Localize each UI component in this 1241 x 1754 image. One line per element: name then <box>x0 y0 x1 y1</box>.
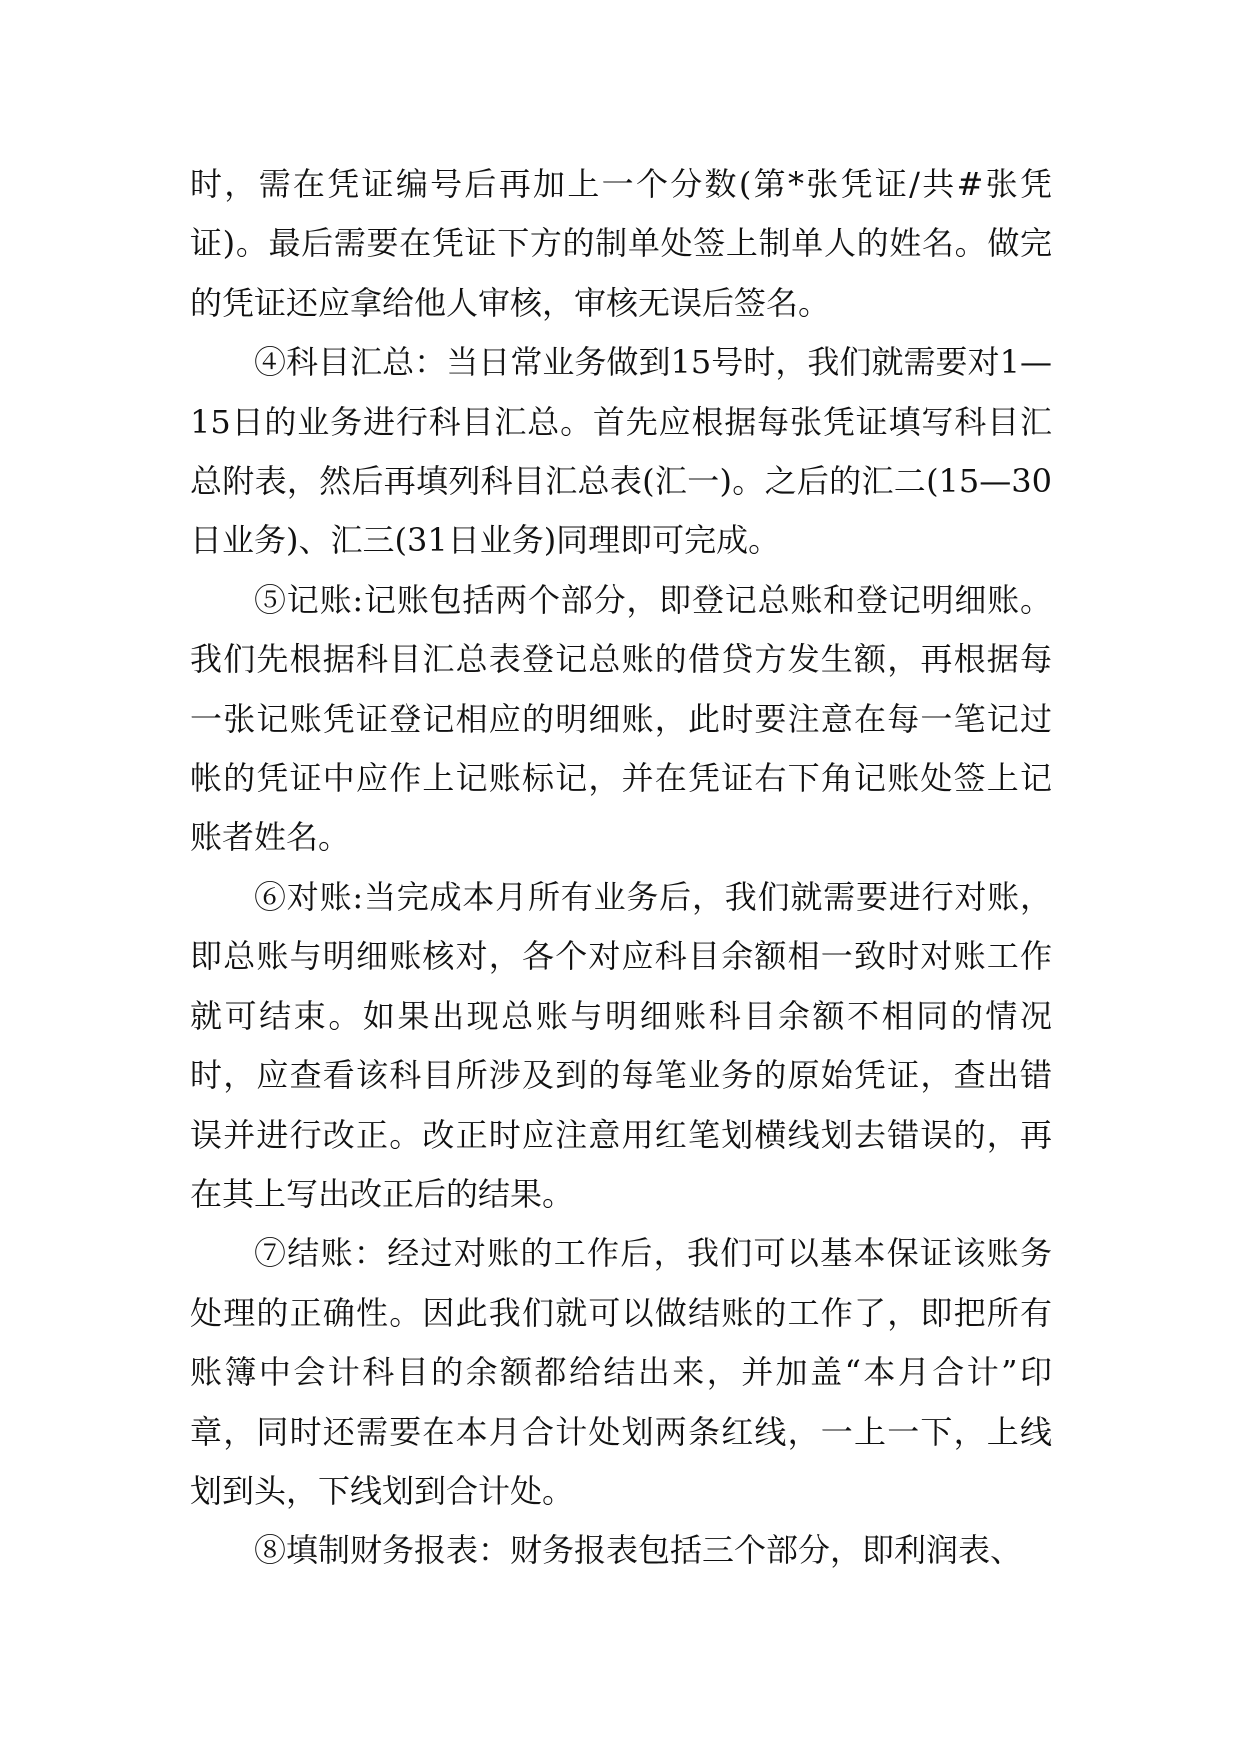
paragraph-account-summary: ④科目汇总：当日常业务做到15号时，我们就需要对1—15日的业务进行科目汇总。首先应根据每张凭证填写科目汇总附表，然后再填列科目汇总表(汇一)。之后的汇二(15—30日业务)、汇三(31日业务)同理即可完成。 <box>190 343 1052 560</box>
paragraph-closing-accounts: ⑦结账：经过对账的工作后，我们可以基本保证该账务处理的正确性。因此我们就可以做结账的工作了，即把所有账簿中会计科目的余额都给结出来，并加盖“本月合计”印章，同时还需要在本月合计处划两条红线，一上一下，上线划到头，下线划到合计处。 <box>190 1234 1052 1510</box>
document-body <box>190 155 1052 1581</box>
paragraph-reconciliation: ⑥对账:当完成本月所有业务后，我们就需要进行对账，即总账与明细账核对，各个对应科目余额相一致时对账工作就可结束。如果出现总账与明细账科目余额不相同的情况时，应查看该科目所涉及到的每笔业务的原始凭证，查出错误并进行改正。改正时应注意用红笔划横线划去错误的，再在其上写出改正后的结果。 <box>190 877 1052 1213</box>
paragraph-voucher-numbering: 时，需在凭证编号后再加上一个分数(第*张凭证/共#张凭证)。最后需要在凭证下方的制单处签上制单人的姓名。做完的凭证还应拿给他人审核，审核无误后签名。 <box>190 165 1052 322</box>
paragraph-bookkeeping: ⑤记账:记账包括两个部分，即登记总账和登记明细账。我们先根据科目汇总表登记总账的借贷方发生额，再根据每一张记账凭证登记相应的明细账，此时要注意在每一笔记过帐的凭证中应作上记账标记，并在凭证右下角记账处签上记账者姓名。 <box>190 580 1052 857</box>
paragraph-financial-statements: ⑧填制财务报表：财务报表包括三个部分，即利润表、 <box>254 1531 1023 1570</box>
